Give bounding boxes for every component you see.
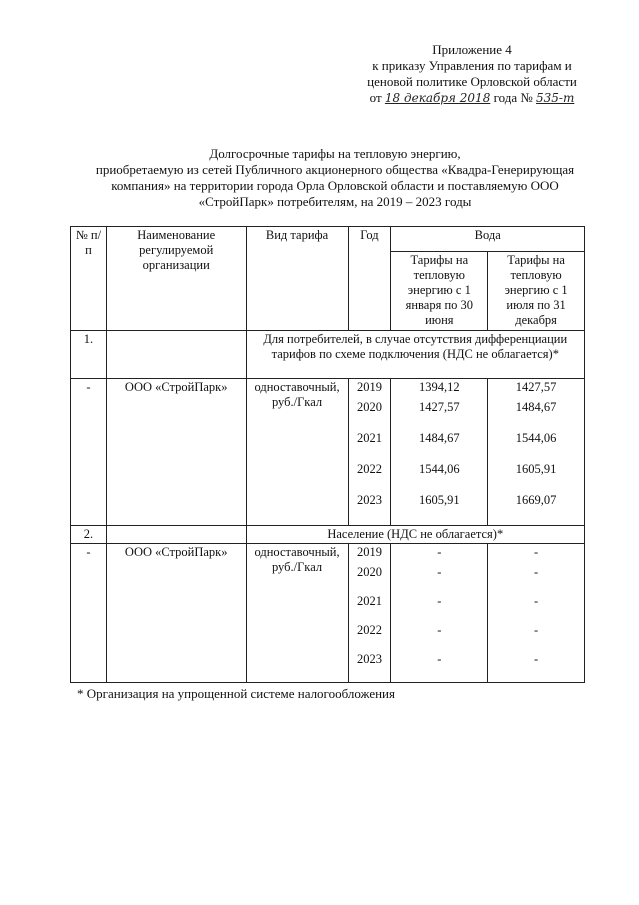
year-cell: 2021 <box>356 431 382 445</box>
section-1-title: Для потребителей, в случае отсутствия дифференциации тарифов по схеме подключения (НДС не облагается)* <box>246 331 584 379</box>
year-cell: 2022 <box>356 623 382 637</box>
header-period-2: Тарифы на тепловую энергию с 1 июля по 31 декабря <box>488 252 585 331</box>
appendix-date-line <box>352 90 592 106</box>
tariff-value: 1669,07 <box>515 493 557 507</box>
tariff-value: - <box>437 594 442 608</box>
tariff-value: - <box>437 545 442 559</box>
title-line-2: приобретаемую из сетей Публичного акционерного общества «Квадра-Генерирующая <box>95 162 575 177</box>
tariff-value: 1484,67 <box>418 431 460 445</box>
tariff-value: - <box>437 652 442 666</box>
tariff-value: 1544,06 <box>418 462 460 476</box>
appendix-authority: ценовой политике Орловской области <box>367 74 577 89</box>
title-line-3: компания» на территории города Орла Орловской области и поставляемую ООО <box>111 178 559 193</box>
handwritten-order-number: 535-т <box>536 91 575 105</box>
year-cell: 2023 <box>356 652 382 666</box>
section-1-row <box>71 331 585 379</box>
section-2-years <box>348 544 391 683</box>
header-org: Наименование регулируемой организации <box>106 227 246 331</box>
section-2-title: Население (НДС не облагается)* <box>246 526 584 544</box>
tariff-value: 1605,91 <box>418 493 460 507</box>
section-1-org: ООО «СтройПарк» <box>106 379 246 526</box>
handwritten-date: 18 декабря 2018 <box>384 91 491 105</box>
section-1-empty <box>106 331 246 379</box>
header-num: № п/п <box>71 227 107 331</box>
year-cell: 2021 <box>356 594 382 608</box>
appendix-title: Приложение 4 <box>432 42 512 57</box>
section-2-period-1 <box>391 544 488 683</box>
tariff-value: - <box>534 652 539 666</box>
year-cell: 2020 <box>356 400 382 414</box>
section-1-tariff-type: одноставочный, руб./Гкал <box>246 379 348 526</box>
section-1-period-2 <box>488 379 585 526</box>
section-1-num: 1. <box>71 331 107 379</box>
year-cell: 2022 <box>356 462 382 476</box>
footnote: * Организация на упрощенной системе налогообложения <box>77 686 395 701</box>
section-1-years <box>348 379 391 526</box>
table-header-row <box>71 227 585 252</box>
header-water: Вода <box>391 227 585 252</box>
tariff-value: - <box>437 623 442 637</box>
document-title <box>70 146 600 210</box>
section-1-data-row <box>71 379 585 526</box>
section-2-row-num: - <box>71 544 107 683</box>
date-suffix: года № <box>493 90 533 105</box>
section-2-tariff-type: одноставочный, руб./Гкал <box>246 544 348 683</box>
header-year: Год <box>348 227 391 331</box>
date-prefix: от <box>369 90 382 105</box>
section-2-period-2 <box>488 544 585 683</box>
tariff-value: 1605,91 <box>515 462 557 476</box>
tariff-table <box>70 226 585 683</box>
tariff-value: 1427,57 <box>418 400 460 414</box>
tariff-value: 1544,06 <box>515 431 557 445</box>
tariff-value: 1427,57 <box>515 380 557 394</box>
appendix-header <box>352 42 592 106</box>
tariff-value: - <box>534 545 539 559</box>
header-period-1: Тарифы на тепловую энергию с 1 января по 30 июня <box>391 252 488 331</box>
tariff-value: - <box>534 565 539 579</box>
year-cell: 2023 <box>356 493 382 507</box>
year-cell: 2020 <box>356 565 382 579</box>
year-cell: 2019 <box>356 545 382 559</box>
tariff-value: - <box>437 565 442 579</box>
section-2-data-row <box>71 544 585 683</box>
tariff-value: - <box>534 594 539 608</box>
section-2-org: ООО «СтройПарк» <box>106 544 246 683</box>
section-2-empty <box>106 526 246 544</box>
year-cell: 2019 <box>356 380 382 394</box>
section-1-row-num: - <box>71 379 107 526</box>
title-line-4: «СтройПарк» потребителям, на 2019 – 2023 годы <box>198 194 472 209</box>
section-2-row <box>71 526 585 544</box>
appendix-order-ref: к приказу Управления по тарифам и <box>372 58 572 73</box>
section-1-period-1 <box>391 379 488 526</box>
title-line-1: Долгосрочные тарифы на тепловую энергию, <box>209 146 461 161</box>
tariff-value: - <box>534 623 539 637</box>
tariff-value: 1394,12 <box>418 380 460 394</box>
header-tariff-type: Вид тарифа <box>246 227 348 331</box>
tariff-value: 1484,67 <box>515 400 557 414</box>
section-2-num: 2. <box>71 526 107 544</box>
